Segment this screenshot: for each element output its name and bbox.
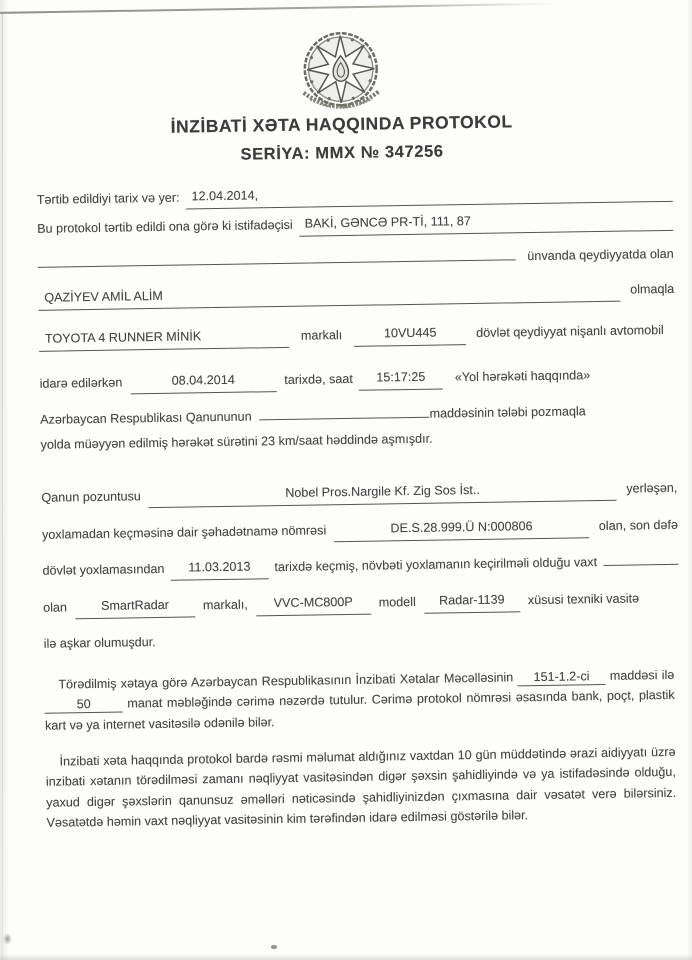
fine-amount-value: 50	[45, 697, 123, 714]
field-law-article-label: Azərbaycan Respublikası Qanununun	[40, 409, 252, 427]
field-user-address	[37, 210, 673, 241]
field-plate-line	[354, 324, 466, 347]
field-law-article-line	[260, 415, 430, 421]
field-violation-clock-line	[359, 368, 443, 390]
field-device-suffix: xüsusi texniki vasitə	[527, 591, 640, 608]
field-certificate-line	[334, 517, 589, 542]
field-inspection-suffix: tarixdə keçmiş, növbəti yoxlamanın keçirilməli olduğu vaxt	[274, 555, 598, 575]
field-device-label: olan	[43, 600, 68, 615]
field-vehicle-make-value: TOYOTA 4 RUNNER MİNİK	[44, 328, 202, 346]
document-series-number: SERİYA: MMX № 347256	[240, 142, 444, 164]
field-law-name: «Yol hərəkəti haqqında»	[454, 368, 591, 385]
field-device	[43, 589, 679, 620]
field-user-address-value: BAKİ, GƏNCƏ PR-Tİ, 111, 87	[304, 213, 471, 231]
field-driver-name-value: QAZİYEV AMİL ALİM	[44, 288, 163, 305]
field-violation-date-value: 08.04.2014	[171, 372, 235, 388]
field-violation-place-line	[149, 480, 617, 508]
field-vehicle-mid: markalı	[300, 328, 343, 343]
field-date-place-line	[185, 181, 672, 210]
field-user-address-label: Bu protokol tərtib edildi ona görə ki istifadəçisi	[37, 217, 293, 236]
fine-part3: manat məbləğində cərimə nəzərdə tutulur. Cərimə protokol nömrəsi əsasında bank, poçt, plastik kart və ya internet vasitəsilə odənilə bilər.	[44, 688, 675, 733]
field-date-place-label: Tərtib edildiyi tarix və yer:	[36, 190, 180, 207]
fine-article-value: 151-1.2-ci	[517, 669, 605, 686]
field-device-brand-line	[75, 596, 195, 619]
field-inspection-date-value: 11.03.2013	[188, 559, 251, 574]
fine-part2: maddəsi ilə	[609, 667, 675, 683]
appeal-text: İnzibati xəta haqqında protokol bardə rəsmi məlumat aldığınız vaxtdan 10 gün müddətində ərazi aidiyyatı üzrə inzibati xətanın törədilməsi zamanı nəqliyyat vasitəsindən digər şəxsin şahidliyində və ya istifadəsində olduğu, yaxud digər şəxslərin qanunsuz əməlləri nəticəsində şahidliyinizdən çıxmasına dair vəsatət verə bilərsiniz. Vəsatətdə həmin vaxt nəqliyyat vasitəsinin kim tərəfindən idarə edilməsi göstərilə bilər.	[45, 744, 677, 830]
field-violation-date-line	[130, 371, 276, 394]
field-inspection-date-line	[170, 558, 268, 581]
statement-detected-text: ilə aşkar olumuşdur.	[43, 635, 156, 651]
statement-detected	[44, 625, 680, 653]
field-registration-line	[38, 257, 516, 268]
field-device-model-line	[256, 594, 371, 617]
document-title: İNZİBATİ XƏTA HAQQINDA PROTOKOL	[170, 111, 513, 137]
field-device-serial-line	[424, 591, 520, 614]
statement-speeding	[40, 426, 676, 454]
field-violation-place	[41, 479, 677, 510]
field-certificate-label: yoxlamadan keçməsinə dair şəhadətnamə nömrəsi	[41, 523, 327, 542]
field-device-serial-value: Radar-1139	[438, 592, 505, 608]
field-inspection-label: dövlət yoxlamasından	[42, 561, 165, 578]
field-violation-place-value: Nobel Pros.Nargile Kf. Zig Sos İst..	[285, 482, 480, 500]
field-date-place	[37, 181, 673, 212]
field-registration-suffix: ünvanda qeydiyyatda olan	[527, 246, 674, 264]
statement-speeding-text: yolda müəyyən edilmiş hərəkət sürətini 23 km/saat həddində aşmışdır.	[40, 431, 433, 452]
field-driver-name-suffix: olmaqla	[630, 281, 675, 297]
field-law-article-suffix: maddəsinin tələbi pozmaqla	[429, 404, 586, 421]
field-vehicle-make-line	[39, 327, 289, 352]
field-driver-name-line	[38, 281, 620, 311]
fine-part1: Törədilmiş xətaya görə Azərbaycan Respublikasının İnzibati Xətalar Məcəlləsinin	[58, 670, 514, 692]
field-violation-place-suffix: yerləşən,	[626, 480, 678, 496]
field-registration	[38, 245, 674, 273]
paragraph-fine	[44, 665, 675, 736]
field-certificate-suffix: olan, son dəfə	[598, 517, 679, 534]
field-vehicle-suffix: dövlət qeydiyyat nişanlı avtomobil	[476, 323, 664, 340]
azerbaijan-emblem-icon	[292, 26, 390, 124]
field-user-address-line	[299, 210, 674, 237]
field-inspection-next-line	[603, 562, 679, 566]
field-violation-time	[40, 365, 676, 396]
paragraph-appeal	[45, 742, 676, 833]
field-certificate	[42, 516, 678, 547]
field-device-mid2: modell	[378, 594, 416, 610]
field-certificate-value: DE.S.28.999.Ü N:000806	[390, 518, 533, 535]
field-inspection	[42, 552, 678, 583]
field-plate-value: 10VU445	[383, 325, 437, 340]
field-driver-name	[38, 280, 674, 311]
field-violation-time-label: idarə edilərkən	[39, 375, 123, 391]
field-date-place-value: 12.04.2014,	[191, 187, 259, 203]
field-device-mid1: markalı,	[202, 597, 248, 613]
field-vehicle	[39, 321, 675, 352]
field-device-model-value: VVC-MC800P	[273, 594, 353, 610]
field-violation-time-mid: tarixdə, saat	[284, 371, 353, 387]
field-device-brand-value: SmartRadar	[100, 597, 169, 613]
field-violation-place-label: Qanun pozuntusu	[41, 489, 141, 505]
field-violation-clock-value: 15:17:25	[376, 369, 426, 385]
field-law-article	[40, 401, 676, 429]
